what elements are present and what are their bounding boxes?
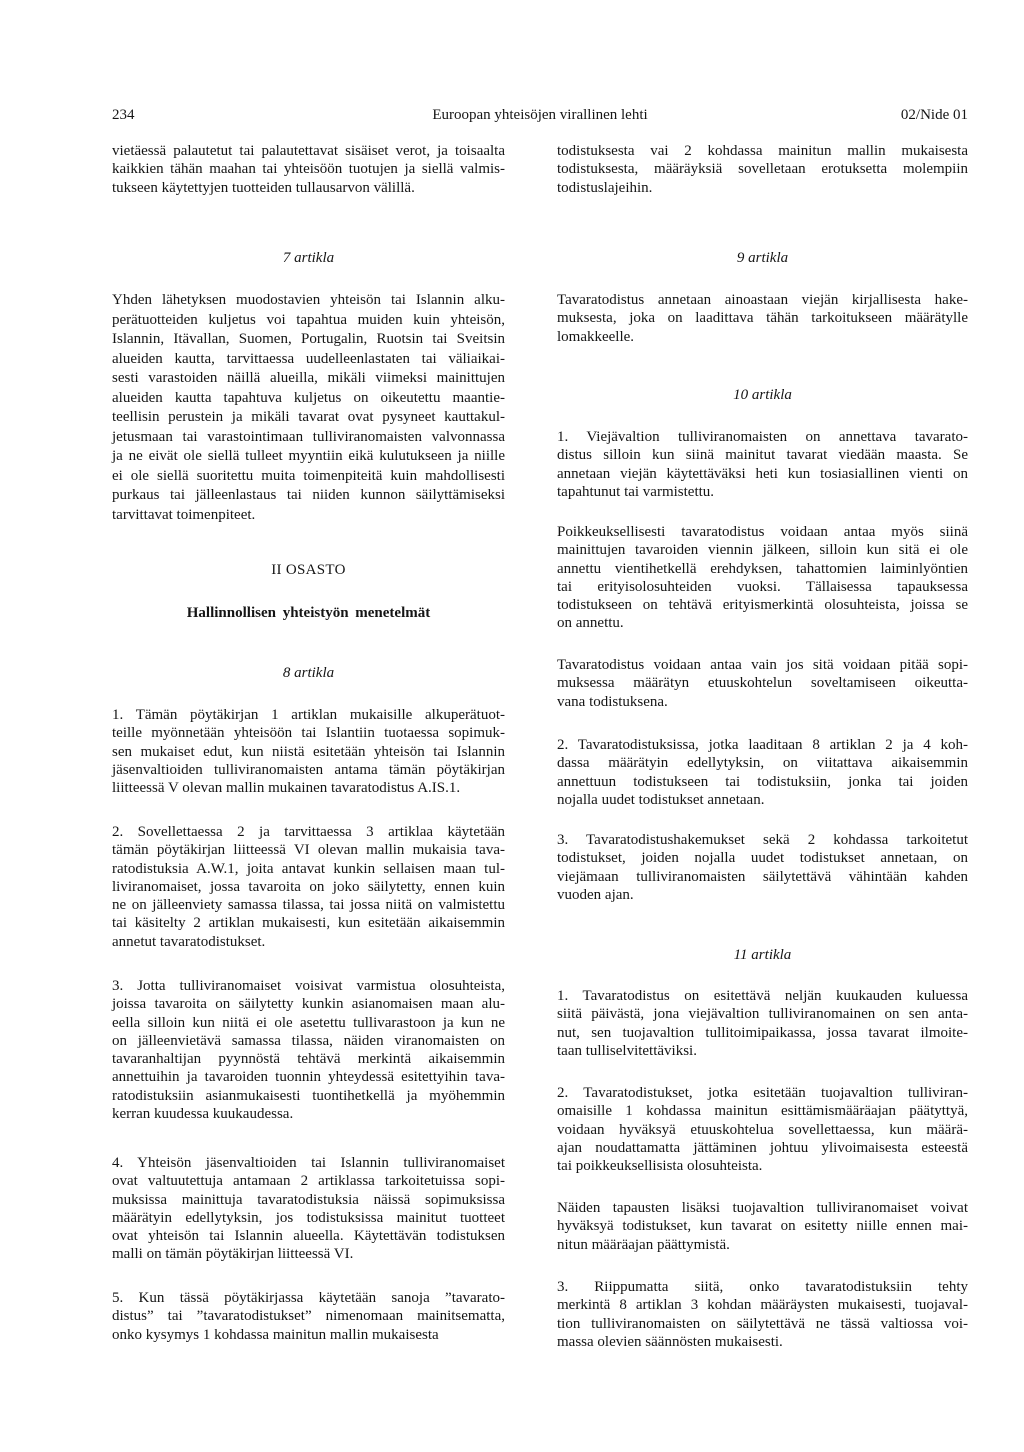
text-line: jetusmaan tai varastointimaan tulliviranomaisten valvonnassa: [112, 428, 505, 445]
text-line: muksessa määrätyn etuuskohtelun soveltamiseen oikeutta-: [557, 675, 968, 692]
text-line: 2. Tavaratodistukset, jotka esitetään tuojavaltion tulliviran-: [557, 1085, 968, 1101]
article-11-paragraph-1: [557, 987, 968, 1060]
text-line: kaikkien tähän maahan tai yhteisöön tuotujen ja siellä valmis-: [112, 161, 505, 178]
text-line: vietäessä palautetut tai palautettavat sisäiset verot, ja toisaalta: [112, 143, 505, 159]
article-8-paragraph-2: [112, 823, 505, 951]
text-line: määrätyin edellytyksin, jos todistuksissa mainitut tuotteet: [112, 1209, 505, 1226]
text-line: ratodistuksiin asianmukaisesti tuontihetkellä ja myöhemmin: [112, 1087, 505, 1104]
text-line: vana todistuksena.: [557, 693, 668, 710]
text-line: 1. Viejävaltion tulliviranomaisten on annettava tavarato-: [557, 429, 968, 445]
text-line: annettuun todistukseen tai todistuksiin, jonka tai joiden: [557, 773, 968, 790]
text-line: purkaus tai jälleenlastaus tai niiden kunnon säilyttämiseksi: [112, 487, 505, 503]
journal-title: Euroopan yhteisöjen virallinen lehti: [432, 107, 648, 123]
text-line: ja ne eivät ole siellä tulleet myyntiin eikä kulutukseen ja niille: [112, 448, 505, 464]
text-line: 5. Kun tässä pöytäkirjassa käytetään sanoja ”tavarato-: [112, 1290, 505, 1306]
right-continuation-paragraph: [557, 142, 968, 197]
text-line: merkintä 8 artiklan 3 kohdan määräysten mukaisesti, tuojaval-: [557, 1297, 968, 1314]
text-line: annettuihin ja tavaroiden tuonnin yhteydessä esitettyihin tava-: [112, 1069, 505, 1086]
text-line: siitä päivästä, jona viejävaltion tulliviranomainen on sen anta-: [557, 1006, 968, 1023]
text-line: hyväksyä todistukset, kun tavarat on esitetty niille ennen mai-: [557, 1218, 968, 1235]
text-line: muksissa mainittuja tavaratodistuksia näissä sopimuksissa: [112, 1191, 505, 1208]
article-7-heading: 7 artikla: [282, 250, 335, 266]
text-line: ovat valtuutettuja antamaan 2 artiklassa tarkoitetuissa sopi-: [112, 1173, 505, 1190]
text-line: kerran kuudessa kuukaudessa.: [112, 1106, 294, 1123]
text-line: on jälleenvietävä samassa tilassa, näiden viranomaisten on: [112, 1032, 505, 1049]
text-line: liviranomaiset, jossa tavaroita on joko säilytetty, ennen kuin: [112, 878, 505, 895]
text-line: annettu vientihetkellä erehdyksen, tahattomien laiminlyöntien: [557, 560, 968, 577]
text-line: teellisin perustein ja mikäli tavarat ovat pysyneet kauttakul-: [112, 409, 505, 425]
text-line: 3. Tavaratodistushakemukset sekä 2 kohdassa tarkoitetut: [557, 832, 968, 848]
text-line: malli on tämän pöytäkirjan liitteessä VI.: [112, 1246, 354, 1263]
article-9-heading: 9 artikla: [736, 250, 789, 266]
article-10-paragraph-2: [557, 736, 968, 809]
text-line: onko kysymys 1 kohdassa mainitun mallin mukaisesta: [112, 1326, 439, 1343]
text-line: 3. Jotta tulliviranomaiset voisivat varmistua olosuhteista,: [112, 978, 505, 994]
text-line: annetaan viejän käytettäväksi heti kun tosiasiallinen vienti on: [557, 465, 968, 482]
article-8-paragraph-1: [112, 706, 505, 797]
text-line: tai käsitelty 2 artiklan mukaisesti, kun esitetään aikaisemmin: [112, 915, 505, 932]
text-line: Islannin, Itävallan, Suomen, Portugalin, Ruotsin tai Sveitsin: [112, 331, 505, 347]
text-line: on annettu.: [557, 615, 624, 632]
text-line: 2. Tavaratodistuksissa, jotka laaditaan 8 artiklan 2 ja 4 koh-: [557, 737, 968, 753]
article-8-heading: 8 artikla: [282, 665, 335, 681]
text-line: liitteessä V olevan mallin mukainen tavaratodistus A.IS.1.: [112, 780, 461, 797]
text-line: alueiden kautta tapahtuva kuljetus on oikeutettu maantie-: [112, 389, 505, 406]
text-line: Yhden lähetyksen muodostavien yhteisön tai Islannin alku-: [112, 292, 505, 308]
text-line: 1. Tämän pöytäkirjan 1 artiklan mukaisille alkuperätuot-: [112, 707, 505, 723]
text-line: Tavaratodistus annetaan ainoastaan viejän kirjallisesta hake-: [557, 292, 968, 308]
text-line: ne on jälleenviety samassa tilassa, tai jossa niitä on valmistettu: [112, 897, 505, 914]
text-line: Tavaratodistus voidaan antaa vain jos sitä voidaan pitää sopi-: [557, 657, 968, 673]
text-line: tapahtunut tai varmistettu.: [557, 483, 715, 500]
text-line: 4. Yhteisön jäsenvaltioiden tai Islannin tulliviranomaiset: [112, 1155, 505, 1171]
text-line: ovat yhteisön tai Islannin alueella. Käytettävän todistuksen: [112, 1228, 505, 1245]
text-line: ajan noudattamatta jättäminen johtuu ylivoimaisesta esteestä: [557, 1139, 968, 1156]
text-line: alueiden kautta, tarvittaessa uudelleenlastaten tai väliaikai-: [112, 350, 505, 367]
text-line: joissa tavaroita on säilytetty kunkin asianomaisen maan alu-: [112, 996, 505, 1013]
article-9-paragraph: [557, 291, 968, 346]
text-line: eella silloin kun niitä ei ole asetettu tullivarastoon ja kun ne: [112, 1014, 505, 1031]
text-line: distus silloin kun siinä mainitut tavarat viedään maasta. Se: [557, 447, 968, 464]
text-line: nut, sen tuojavaltion tullitoimipaikassa, jossa tavarat ilmoite-: [557, 1024, 968, 1041]
text-line: tion tulliviranomaisten on säilytettävä ne tässä valtiossa voi-: [557, 1315, 968, 1332]
article-8-paragraph-4: [112, 1154, 505, 1264]
section-title: II OSASTO: [271, 562, 346, 578]
article-10-paragraph-3: [557, 831, 968, 904]
text-line: tavaranhaltijan pyynnöstä tehtävä merkintä aikaisemmin: [112, 1051, 505, 1068]
article-7-paragraph: [112, 291, 505, 525]
text-line: massa olevien säännösten mukaisesti.: [557, 1333, 783, 1350]
text-line: Poikkeuksellisesti tavaratodistus voidaan antaa myös siinä: [557, 524, 968, 540]
text-line: annetut tavaratodistukset.: [112, 933, 266, 950]
text-line: sen mukaiset edut, kun niistä esitetään yhteisön tai Islannin: [112, 743, 505, 760]
left-continuation-paragraph: [112, 142, 505, 197]
text-line: dassa määrätyin edellytyksin, on viitattava aikaisemmin: [557, 755, 968, 772]
text-line: sesti varastoiden näillä alueilla, mikäli viimeksi mainittujen: [112, 370, 505, 386]
text-line: perätuotteiden kuljetus voi tapahtua muiden kuin yhteisön,: [112, 311, 505, 328]
text-line: todistuslajeihin.: [557, 179, 653, 196]
text-line: jäsenvaltioiden tulliviranomaisten antama tämän pöytäkirjan: [112, 761, 505, 778]
text-line: vuoden ajan.: [557, 886, 634, 903]
text-line: teille myönnetään yhteisöön tai Islantiin tuotaessa sopimuk-: [112, 725, 505, 742]
text-line: tämän pöytäkirjan liitteessä VI olevan mallin mukaisia tava-: [112, 842, 505, 859]
text-line: todistukseen on tehtävä erityismerkintä olosuhteista, joissa se: [557, 597, 968, 614]
article-11-paragraph-2: [557, 1084, 968, 1175]
text-line: tarvittavat toimenpiteet.: [112, 506, 256, 523]
text-line: ei ole siellä suoritettu muita toimenpiteitä kuin mahdollisesti: [112, 467, 505, 484]
text-line: tai poikkeuksellisista olosuhteista.: [557, 1158, 763, 1175]
article-8-paragraph-3: [112, 977, 505, 1123]
text-line: Näiden tapausten lisäksi tuojavaltion tulliviranomaiset voivat: [557, 1200, 968, 1216]
text-line: muksesta, joka on laadittava tähän tarkoitukseen määrätylle: [557, 310, 968, 327]
text-line: tai erityisolosuhteiden vuoksi. Tällaisessa tapauksessa: [557, 578, 968, 595]
text-line: tukseen käytettyjen tuotteiden tullausarvon välillä.: [112, 179, 415, 196]
issue-number: 02/Nide 01: [900, 107, 968, 123]
article-10-paragraph-1: [557, 428, 968, 501]
article-10-paragraph-1c: [557, 656, 968, 711]
text-line: nojalla uudet todistukset annetaan.: [557, 791, 765, 808]
text-line: 1. Tavaratodistus on esitettävä neljän kuukauden kuluessa: [557, 988, 968, 1004]
article-11-paragraph-3: [557, 1278, 968, 1351]
text-line: viejämaan tulliviranomaisten säilytettävä vähintään kahden: [557, 868, 968, 885]
text-line: lomakkeelle.: [557, 328, 635, 345]
text-line: 3. Riippumatta siitä, onko tavaratodistuksiin tehty: [557, 1279, 968, 1295]
text-line: 2. Sovellettaessa 2 ja tarvittaessa 3 artiklaa käytetään: [112, 824, 505, 840]
text-line: mainittujen tavaroiden viennin jälkeen, silloin kun sitä ei ole: [557, 542, 968, 559]
article-11-paragraph-2b: [557, 1199, 968, 1254]
section-subtitle: Hallinnollisen yhteistyön menetelmät: [186, 605, 431, 621]
text-line: ratodistuksia A.W.1, joita antavat kunkin sellaisen maan tul-: [112, 860, 505, 877]
article-11-heading: 11 artikla: [733, 947, 792, 963]
article-10-heading: 10 artikla: [733, 387, 792, 403]
text-line: voidaan hyväksyä etuuskohtelua sovellettaessa, kun määrä-: [557, 1121, 968, 1138]
text-line: todistuksesta, määräyksiä sovelletaan erotuksetta molempiin: [557, 161, 968, 178]
text-line: taan tulliselvitettäviksi.: [557, 1042, 697, 1059]
text-line: todistuksesta vai 2 kohdassa mainitun mallin mukaisesta: [557, 143, 968, 159]
page-number: 234: [112, 107, 135, 123]
text-line: nitun määräajan päättymistä.: [557, 1236, 730, 1253]
text-line: todistukset, joiden nojalla uudet todistukset annetaan, on: [557, 850, 968, 867]
article-10-paragraph-1b: [557, 523, 968, 633]
text-line: omaisille 1 kohdassa mainitun esittämismääräajan päätyttyä,: [557, 1103, 968, 1120]
article-8-paragraph-5: [112, 1289, 505, 1344]
text-line: distus” tai ”tavaratodistukset” nimenomaan mainitsematta,: [112, 1308, 505, 1325]
